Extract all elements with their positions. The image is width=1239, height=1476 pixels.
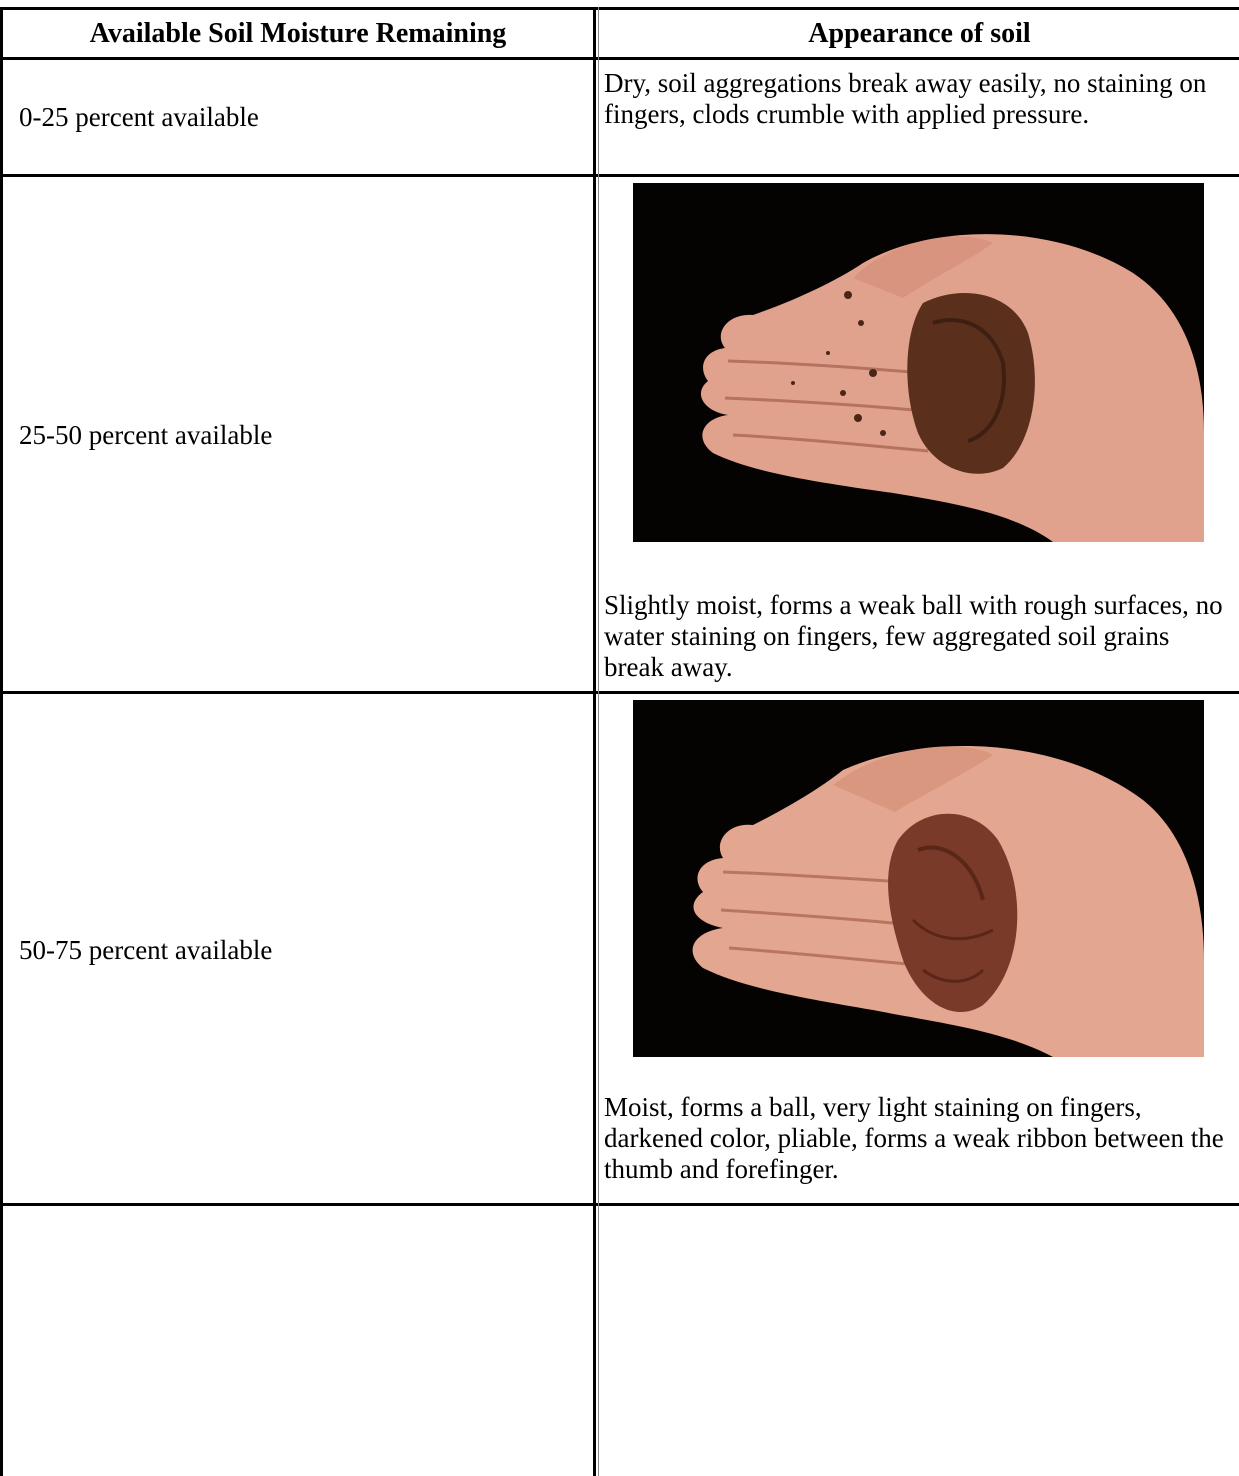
column-divider-inner <box>598 7 599 1476</box>
table-left-border <box>0 7 3 1476</box>
column-divider <box>593 7 596 1476</box>
row-divider <box>0 1203 1239 1206</box>
row-1-moisture: 0-25 percent available <box>19 102 259 132</box>
row-divider <box>0 691 1239 694</box>
row-3-moisture: 50-75 percent available <box>19 935 273 965</box>
soil-photo-moist <box>633 700 1204 1057</box>
row-divider <box>0 174 1239 177</box>
hand-holding-soil-ball-image <box>633 700 1204 1057</box>
soil-photo-dry <box>633 183 1204 542</box>
row-divider <box>0 57 1239 60</box>
row-3-appearance: Moist, forms a ball, very light staining on fingers, darkened color, pliable, forms a weak ribbon between the thumb and forefinger. <box>604 1092 1224 1184</box>
row-2-appearance: Slightly moist, forms a weak ball with rough surfaces, no water staining on fingers, few aggregated soil grains break away. <box>604 590 1223 682</box>
hand-holding-crumbly-soil-image <box>633 183 1204 542</box>
header-appearance: Appearance of soil <box>808 18 1031 49</box>
row-2-moisture: 25-50 percent available <box>19 420 273 450</box>
row-1-appearance: Dry, soil aggregations break away easily, no staining on fingers, clods crumble with applied pressure. <box>604 68 1207 129</box>
table-top-border <box>0 7 1239 10</box>
header-moisture: Available Soil Moisture Remaining <box>89 18 507 49</box>
